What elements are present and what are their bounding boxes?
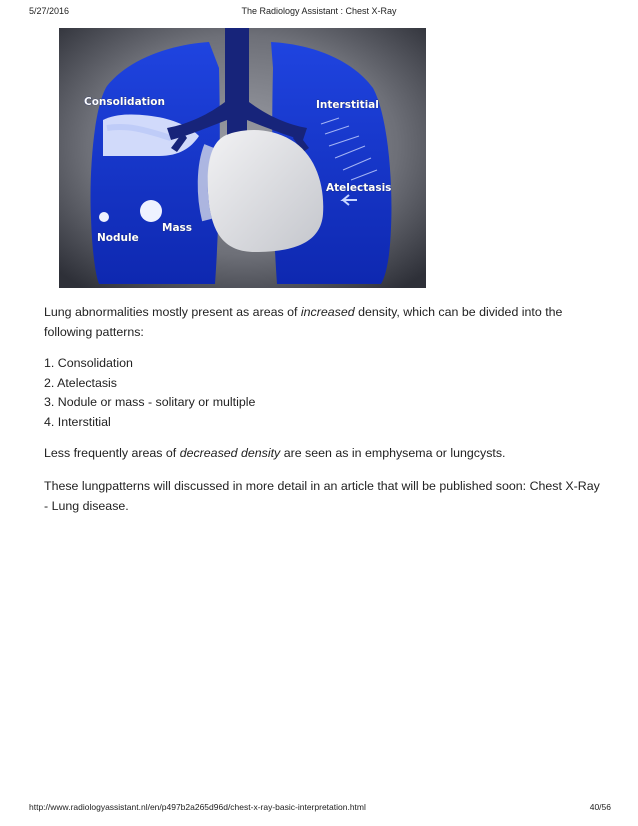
list-item: 2. Atelectasis: [44, 375, 118, 390]
list-item: 4. Interstitial: [44, 414, 111, 429]
label-consolidation: Consolidation: [84, 96, 165, 108]
list-item: 1. Consolidation: [44, 356, 133, 370]
label-interstitial: Interstitial: [316, 99, 379, 111]
closing-paragraph: These lungpatterns will discussed in more detail in an article that will be published soon: Chest X-Ray - Lung disease.: [44, 479, 600, 513]
page-number: 40/56: [589, 802, 611, 812]
intro-paragraph: Lung abnormalities mostly present as areas of increased density, which can be divided into the following patterns:: [44, 305, 563, 339]
nodule-shape: [99, 212, 109, 222]
page-title: The Radiology Assistant : Chest X-Ray: [241, 6, 397, 16]
print-date: 5/27/2016: [29, 6, 70, 16]
pattern-list: [44, 353, 255, 431]
label-mass: Mass: [162, 222, 193, 234]
label-nodule: Nodule: [97, 232, 139, 244]
lung-patterns-illustration: [59, 28, 426, 288]
label-atelectasis: Atelectasis: [326, 182, 392, 194]
page-url: http://www.radiologyassistant.nl/en/p497b2a265d96d/chest-x-ray-basic-interpretation.html: [29, 802, 366, 812]
list-item: 3. Nodule or mass - solitary or multiple: [44, 395, 256, 409]
decreased-density-paragraph: Less frequently areas of decreased density are seen as in emphysema or lungcysts.: [44, 446, 506, 460]
mass-shape: [140, 200, 162, 222]
